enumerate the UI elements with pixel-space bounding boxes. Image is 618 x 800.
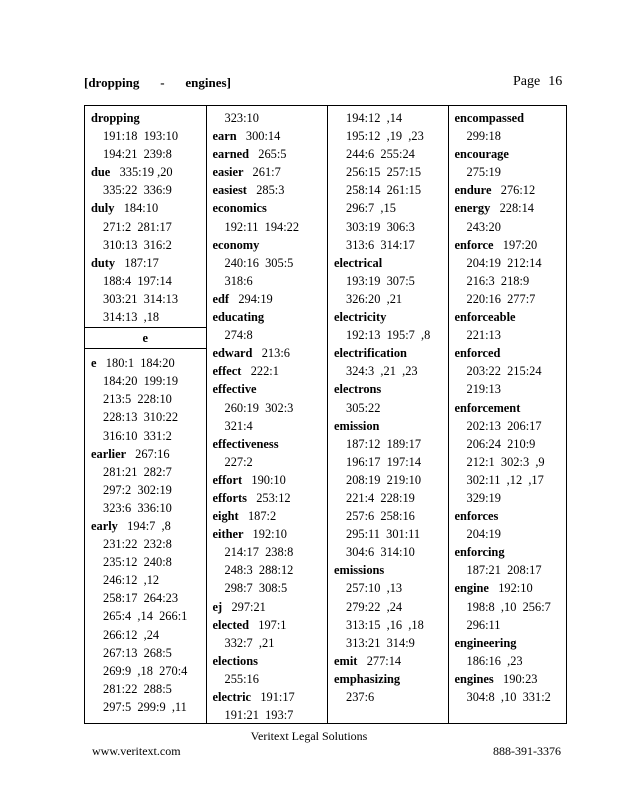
page-line-refs: 299:18	[466, 129, 501, 144]
page-line-refs: 269:9 ,18 270:4	[103, 663, 188, 678]
page-line-refs: 214:17 238:8	[224, 545, 294, 560]
index-term	[207, 652, 328, 670]
range-separator: -	[160, 75, 165, 90]
index-term	[85, 354, 206, 372]
term-first-refs: 261:7	[252, 165, 281, 180]
page-line-refs: 303:19 306:3	[346, 219, 415, 234]
term-first-refs: 187:2	[247, 509, 277, 524]
term-word: electrical	[334, 255, 383, 270]
page-line-refs: 313:21 314:9	[346, 635, 415, 650]
term-first-refs: 277:14	[366, 653, 402, 668]
index-term	[449, 670, 567, 688]
index-term	[328, 670, 448, 688]
term-word: earlier	[91, 446, 126, 461]
term-first-refs: 267:16	[135, 446, 170, 461]
index-term	[328, 308, 448, 326]
page-line-refs: 279:22 ,24	[346, 599, 403, 614]
index-term	[449, 145, 567, 163]
page-line-refs: 310:13 316:2	[103, 237, 172, 252]
term-word: engine	[454, 581, 489, 596]
index-term	[207, 344, 328, 362]
page-line-refs: 321:4	[224, 418, 253, 433]
term-first-refs: 253:12	[256, 490, 291, 505]
term-word: e	[91, 356, 97, 371]
page-line-refs: 184:20 199:19	[103, 374, 179, 389]
page-line-refs: 221:4 228:19	[346, 490, 415, 505]
index-term	[207, 308, 328, 326]
page-line-refs: 318:6	[224, 273, 253, 288]
term-first-refs: 213:6	[261, 346, 290, 361]
page-line-refs: 187:12 189:17	[346, 436, 422, 451]
page-line-refs: 244:6 255:24	[346, 147, 415, 162]
index-term	[207, 507, 328, 525]
index-term	[449, 399, 567, 417]
page-line-refs: 194:12 ,14	[346, 111, 403, 125]
term-word: engineering	[454, 635, 517, 650]
index-column-4	[448, 106, 567, 723]
term-first-refs: 222:1	[250, 364, 279, 379]
index-term	[207, 199, 328, 217]
page-line-refs: 275:19	[466, 165, 501, 180]
term-word: electrons	[334, 382, 382, 397]
page-line-refs: 316:10 331:2	[103, 428, 172, 443]
term-first-refs: 194:7 ,8	[127, 518, 171, 533]
page-line-refs: 255:16	[224, 671, 259, 686]
index-term	[85, 254, 206, 272]
index-term	[328, 561, 448, 579]
page-line-refs: 266:12 ,24	[103, 627, 160, 642]
term-first-refs: 192:10	[498, 581, 533, 596]
term-word: emission	[334, 418, 380, 433]
term-first-refs: 197:20	[502, 237, 538, 252]
footer-website: www.veritext.com	[92, 744, 181, 758]
index-term	[449, 543, 567, 561]
index-range-header	[84, 75, 231, 91]
term-word: encompassed	[454, 111, 525, 125]
index-term	[449, 181, 567, 199]
page-line-refs: 231:22 232:8	[103, 537, 172, 552]
page-line-refs: 296:11	[466, 617, 501, 632]
term-word: economy	[212, 237, 260, 252]
page-line-refs: 326:20 ,21	[346, 291, 403, 306]
term-word: early	[91, 518, 118, 533]
term-word: electrification	[334, 346, 407, 361]
page-line-refs: 335:22 336:9	[103, 183, 172, 198]
index-term	[207, 163, 328, 181]
index-term	[328, 254, 448, 272]
page-line-refs: 297:2 302:19	[103, 482, 172, 497]
page-line-refs: 295:11 301:11	[346, 527, 421, 542]
index-column-1	[85, 106, 206, 723]
footer-company: Veritext Legal Solutions	[250, 729, 368, 743]
page-line-refs: 258:14 261:15	[346, 183, 422, 198]
page-line-refs: 235:12 240:8	[103, 555, 172, 570]
term-word: easier	[212, 165, 244, 180]
index-term	[207, 290, 328, 308]
index-term	[207, 598, 328, 616]
page-line-refs: 258:17 264:23	[103, 591, 179, 606]
index-term	[207, 435, 328, 453]
term-word: effective	[212, 382, 257, 397]
page-line-refs: 271:2 281:17	[103, 219, 172, 234]
index-term	[328, 652, 448, 670]
page-line-refs: 196:17 197:14	[346, 454, 422, 469]
term-word: either	[212, 527, 244, 542]
term-first-refs: 335:19 ,20	[119, 165, 173, 180]
page-line-refs: 281:22 288:5	[103, 681, 172, 696]
page-line-refs: 206:24 210:9	[466, 436, 536, 451]
term-word: easiest	[212, 183, 247, 198]
page-line-refs: 191:18 193:10	[103, 129, 179, 144]
page-line-refs: 281:21 282:7	[103, 464, 172, 479]
page-line-refs: 257:10 ,13	[346, 581, 403, 596]
index-term	[207, 362, 328, 380]
range-end: engines]	[185, 75, 231, 90]
term-first-refs: 300:14	[245, 129, 281, 144]
page-line-refs: 228:13 310:22	[103, 410, 179, 425]
term-word: endure	[454, 183, 492, 198]
page-line-refs: 303:21 314:13	[103, 291, 179, 306]
page-line-refs: 194:21 239:8	[103, 147, 172, 162]
index-term	[328, 344, 448, 362]
index-term	[328, 417, 448, 435]
page-number: 16	[548, 74, 563, 89]
term-word: ej	[212, 599, 223, 614]
term-first-refs: 197:1	[258, 617, 287, 632]
page-line-refs: 313:15 ,16 ,18	[346, 617, 424, 632]
index-term	[207, 380, 328, 398]
term-word: economics	[212, 201, 267, 216]
term-first-refs: 276:12	[500, 183, 536, 198]
index-term	[85, 445, 206, 463]
page-line-refs: 304:6 314:10	[346, 545, 415, 560]
term-first-refs: 180:1 184:20	[105, 356, 175, 371]
index-term	[449, 634, 567, 652]
page-line-refs: 267:13 268:5	[103, 645, 172, 660]
page-line-refs: 187:21 208:17	[466, 563, 542, 578]
page-line-refs: 221:13	[466, 328, 501, 343]
index-term	[85, 109, 206, 127]
index-term	[207, 688, 328, 706]
page-line-refs: 198:8 ,10 256:7	[466, 599, 551, 614]
term-word: electricity	[334, 310, 387, 325]
index-term	[207, 236, 328, 254]
index-term	[207, 471, 328, 489]
page-line-refs: 195:12 ,19 ,23	[346, 129, 424, 144]
page-line-refs: 202:13 206:17	[466, 418, 542, 433]
term-first-refs: 297:21	[231, 599, 266, 614]
term-word: due	[91, 165, 111, 180]
index-term	[449, 109, 567, 127]
term-word: dropping	[91, 111, 140, 125]
index-term	[207, 616, 328, 634]
term-first-refs: 191:17	[260, 690, 295, 704]
term-word: engines	[454, 671, 494, 686]
term-word: enforcing	[454, 545, 505, 560]
term-word: eight	[212, 509, 239, 524]
page-line-refs: 246:12 ,12	[103, 573, 160, 588]
term-first-refs: 228:14	[499, 201, 534, 216]
page-line-refs: 237:6	[346, 690, 375, 704]
page-line-refs: 297:5 299:9 ,11	[103, 699, 187, 714]
page-indicator	[513, 74, 562, 90]
page-line-refs: 314:13 ,18	[103, 310, 160, 325]
page-line-refs: 204:19 212:14	[466, 255, 542, 270]
index-column-3	[327, 106, 448, 723]
page-label: Page	[513, 74, 541, 89]
footer-phone: 888-391-3376	[493, 744, 561, 758]
term-first-refs: 192:10	[252, 527, 287, 542]
term-word: earn	[212, 129, 237, 144]
page-line-refs: 191:21 193:7	[224, 708, 294, 723]
index-term	[85, 163, 206, 181]
page-line-refs: 274:8	[224, 328, 253, 343]
page-line-refs: 323:10	[224, 111, 259, 125]
term-word: elections	[212, 653, 258, 668]
term-word: enforcement	[454, 400, 521, 415]
index-term	[207, 525, 328, 543]
page-line-refs: 304:8 ,10 331:2	[466, 690, 551, 704]
term-word: educating	[212, 310, 265, 325]
term-word: edf	[212, 291, 230, 306]
page-line-refs: 243:20	[466, 219, 501, 234]
term-first-refs: 187:17	[124, 255, 159, 270]
page-line-refs: 302:11 ,12 ,17	[466, 472, 544, 487]
term-word: energy	[454, 201, 491, 216]
page-line-refs: 193:19 307:5	[346, 273, 415, 288]
index-term	[207, 489, 328, 507]
page-line-refs: 248:3 288:12	[224, 563, 294, 578]
page-line-refs: 260:19 302:3	[224, 400, 294, 415]
page-line-refs: 213:5 228:10	[103, 392, 172, 407]
term-first-refs: 294:19	[238, 291, 273, 306]
term-word: duly	[91, 201, 115, 216]
index-term	[207, 127, 328, 145]
term-word: earned	[212, 147, 249, 162]
index-term	[449, 344, 567, 362]
word-index-table	[84, 105, 567, 724]
term-word: encourage	[454, 147, 509, 162]
term-word: effort	[212, 472, 243, 487]
page-line-refs: 332:7 ,21	[224, 635, 275, 650]
index-term	[449, 236, 567, 254]
page-line-refs: 323:6 336:10	[103, 500, 172, 515]
section-letter: e	[85, 327, 206, 349]
term-word: enforces	[454, 509, 499, 524]
page-line-refs: 240:16 305:5	[224, 255, 294, 270]
page-line-refs: 208:19 219:10	[346, 472, 422, 487]
page-line-refs: 192:11 194:22	[224, 219, 300, 234]
term-word: efforts	[212, 490, 247, 505]
term-word: edward	[212, 346, 253, 361]
index-term	[449, 507, 567, 525]
index-term	[85, 199, 206, 217]
term-word: enforced	[454, 346, 501, 361]
page-line-refs: 219:13	[466, 382, 501, 397]
range-start: [dropping	[84, 75, 140, 90]
index-term	[449, 308, 567, 326]
term-first-refs: 184:10	[123, 201, 159, 216]
term-word: effectiveness	[212, 436, 279, 451]
page-line-refs: 204:19	[466, 527, 501, 542]
page-line-refs: 216:3 218:9	[466, 273, 530, 288]
index-term	[449, 579, 567, 597]
term-word: electric	[212, 690, 252, 704]
page-line-refs: 203:22 215:24	[466, 364, 542, 379]
term-word: emissions	[334, 563, 385, 578]
term-word: emphasizing	[334, 671, 401, 686]
page-line-refs: 296:7 ,15	[346, 201, 396, 216]
term-first-refs: 190:23	[503, 671, 538, 686]
index-term	[85, 517, 206, 535]
term-word: effect	[212, 364, 242, 379]
page-line-refs: 324:3 ,21 ,23	[346, 364, 418, 379]
page-line-refs: 265:4 ,14 266:1	[103, 609, 188, 624]
page-line-refs: 227:2	[224, 454, 253, 469]
page-line-refs: 298:7 308:5	[224, 581, 288, 596]
term-first-refs: 265:5	[258, 147, 287, 162]
term-word: elected	[212, 617, 249, 632]
page-line-refs: 212:1 302:3 ,9	[466, 454, 545, 469]
page-line-refs: 256:15 257:15	[346, 165, 422, 180]
page-line-refs: 186:16 ,23	[466, 653, 523, 668]
term-word: duty	[91, 255, 116, 270]
term-word: enforceable	[454, 310, 516, 325]
page-line-refs: 192:13 195:7 ,8	[346, 328, 431, 343]
index-term	[328, 380, 448, 398]
index-term	[207, 145, 328, 163]
page-line-refs: 257:6 258:16	[346, 509, 415, 524]
page-line-refs: 220:16 277:7	[466, 291, 536, 306]
index-term	[207, 181, 328, 199]
page-line-refs: 313:6 314:17	[346, 237, 415, 252]
term-first-refs: 285:3	[256, 183, 285, 198]
index-term	[449, 199, 567, 217]
term-first-refs: 190:10	[251, 472, 286, 487]
page-line-refs: 188:4 197:14	[103, 273, 172, 288]
page-line-refs: 329:19	[466, 490, 501, 505]
term-word: emit	[334, 653, 358, 668]
page-line-refs: 305:22	[346, 400, 381, 415]
index-column-2	[206, 106, 328, 723]
term-word: enforce	[454, 237, 494, 252]
